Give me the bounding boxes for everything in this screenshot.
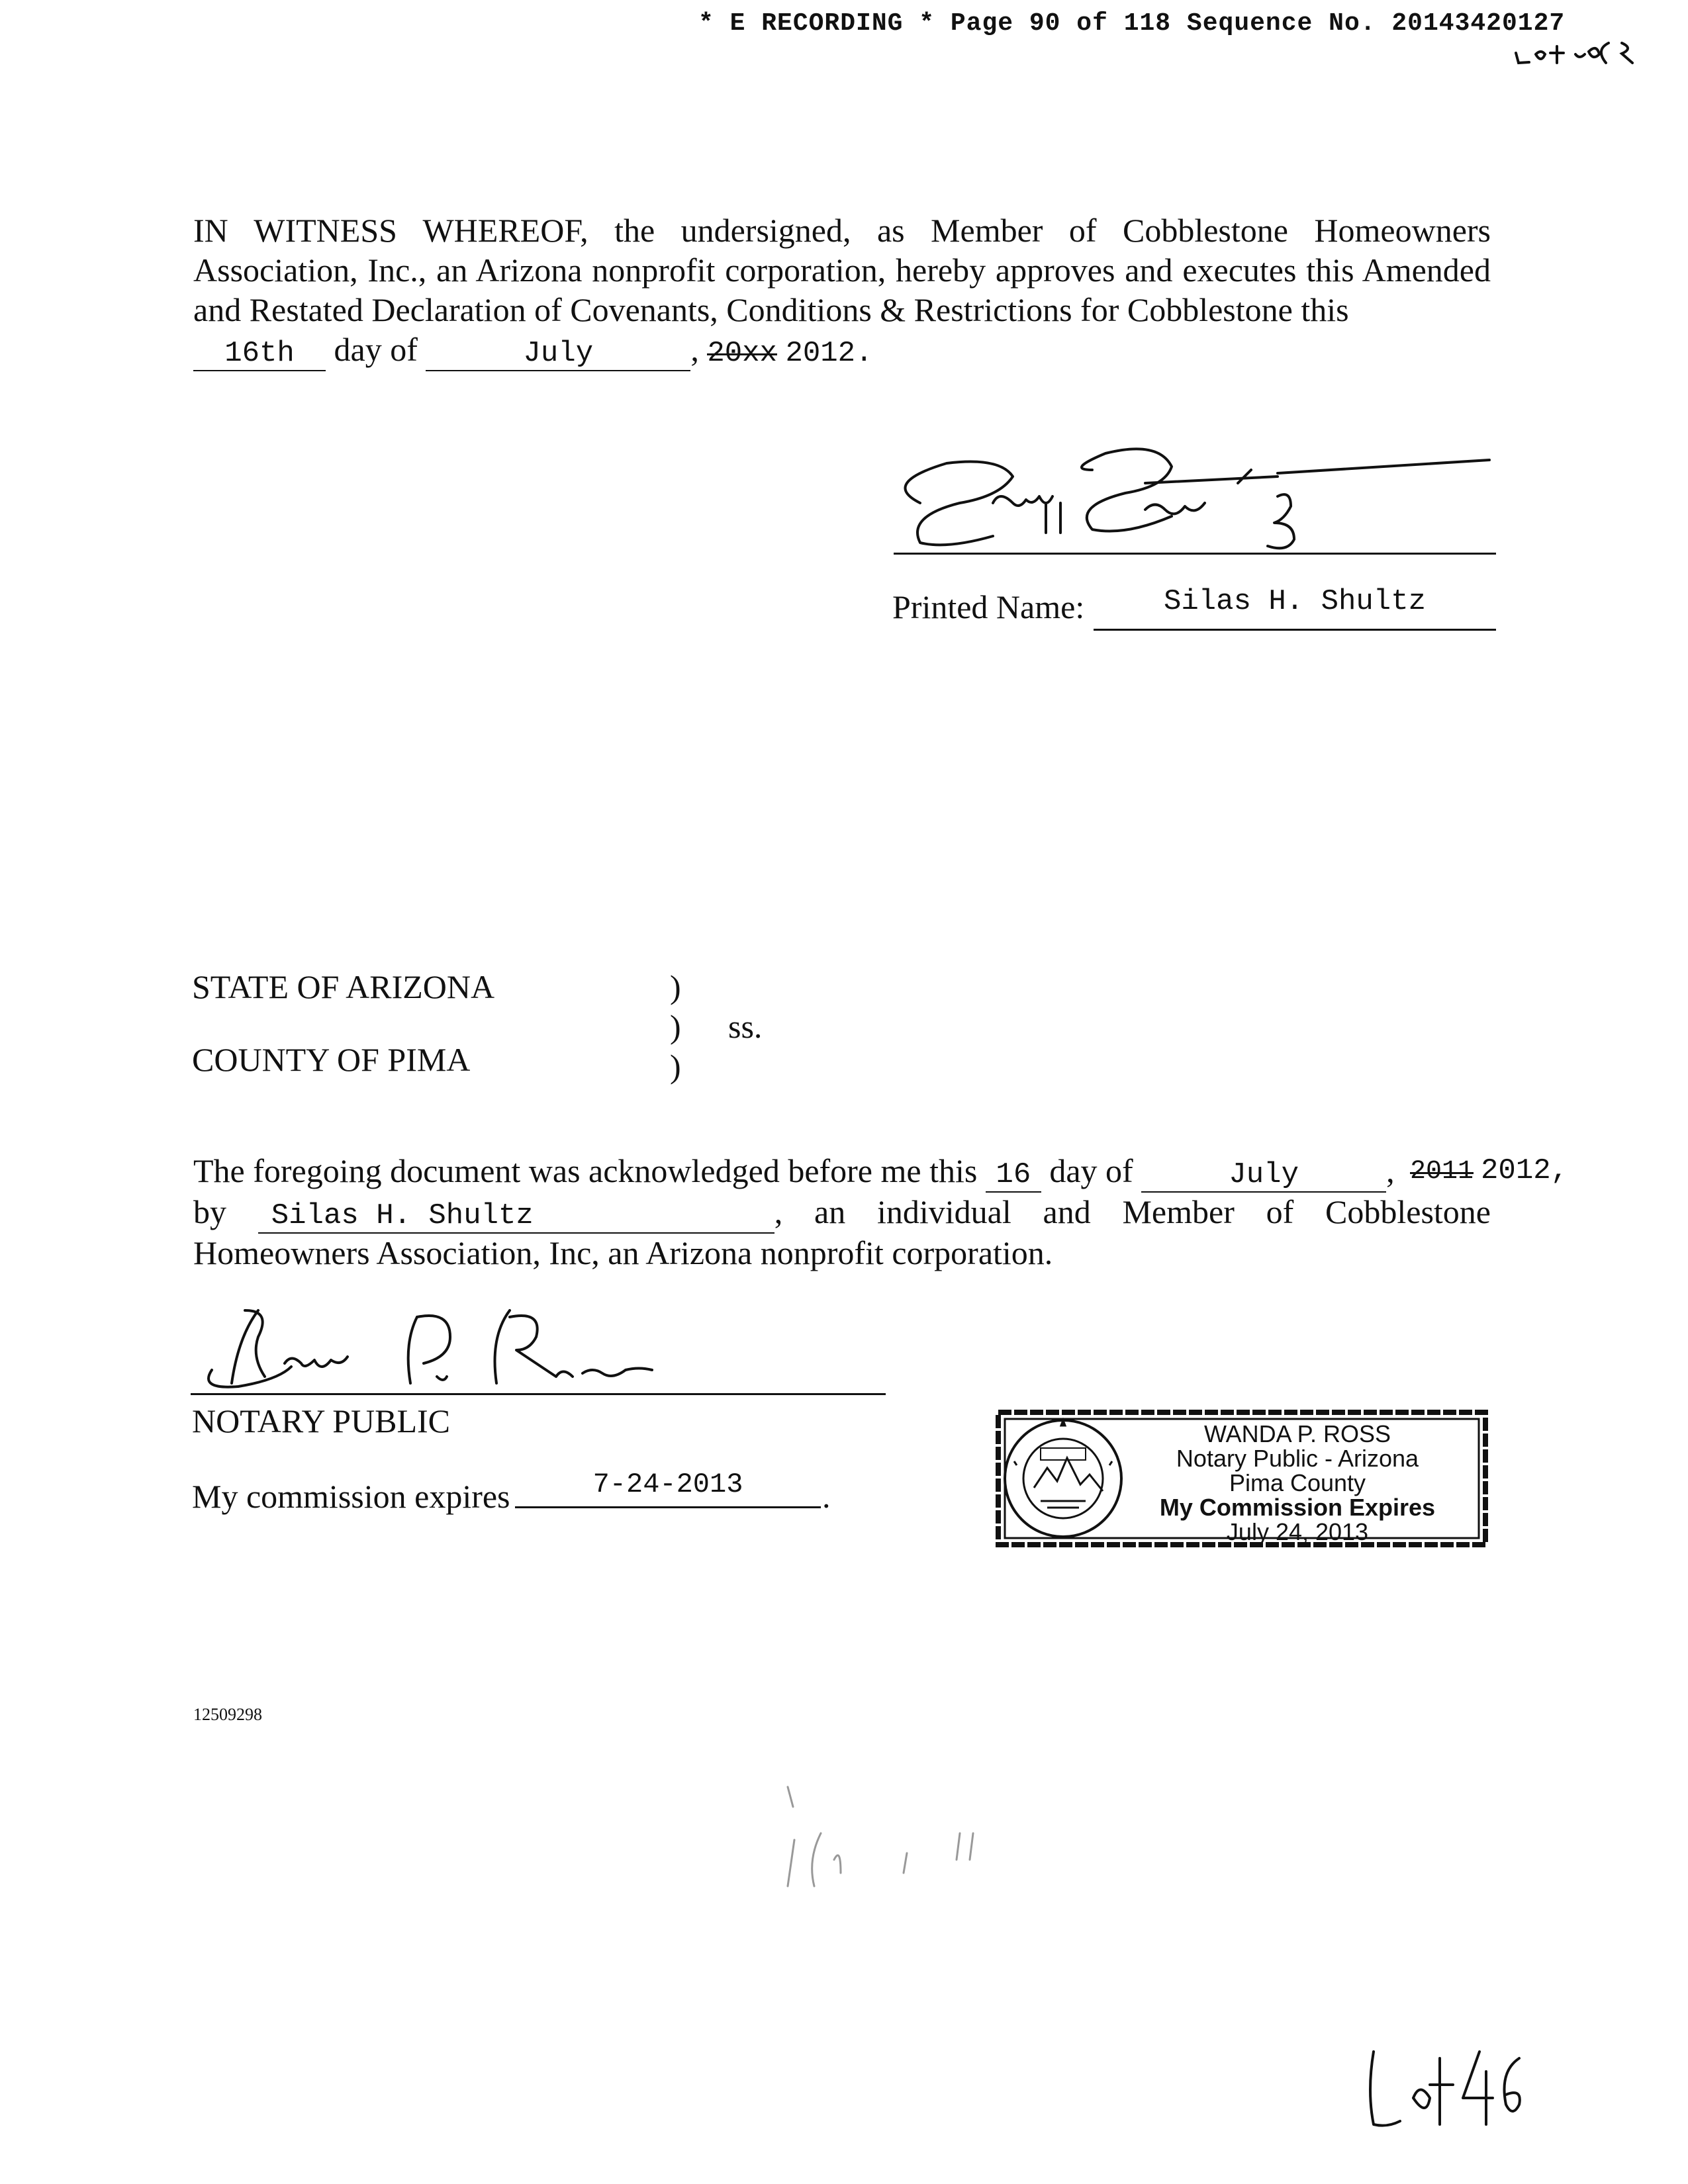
acknowledgment-paragraph: The foregoing document was acknowledged before me this 16 day of July , by Silas H. Shultz , an individual and Member of Cobblestone Homeowners Association, Inc, an Arizona nonprofit corporation.	[193, 1152, 1491, 1271]
witness-month-field: July	[426, 337, 690, 371]
ack-text-end: , an individual and Member of Cobblestone Homeowners Association, Inc, an Arizona nonprofit corporation.	[193, 1193, 1491, 1271]
ack-month-field: July	[1141, 1158, 1386, 1193]
ack-year-struck: 2011	[1410, 1157, 1474, 1187]
ack-day-of: day of	[1049, 1152, 1133, 1189]
ack-text-start: The foregoing document was acknowledged before me this	[193, 1152, 978, 1189]
venue-paren-2: )	[670, 1008, 681, 1045]
member-signature-line	[894, 553, 1496, 555]
member-signature	[880, 443, 1509, 556]
document-id: 12509298	[193, 1705, 262, 1724]
handwritten-lot-note	[1509, 26, 1668, 66]
ack-name-field: Silas H. Shultz	[258, 1199, 774, 1234]
stamp-expires-label: My Commission Expires	[1159, 1494, 1436, 1521]
venue-county: COUNTY OF PIMA	[192, 1041, 471, 1078]
witness-year-struck: 20xx	[707, 334, 777, 373]
stamp-notary-title: Notary Public - Arizona	[1176, 1445, 1419, 1472]
witness-day-of: day of	[334, 331, 418, 368]
witness-day-field: 16th	[193, 337, 326, 371]
venue-paren-3: )	[670, 1048, 681, 1085]
notary-signature-line	[191, 1393, 886, 1395]
commission-period: .	[822, 1478, 831, 1515]
witness-year: 2012.	[785, 337, 873, 370]
faint-pencil-scribble	[774, 1760, 1092, 1893]
state-seal-icon	[1005, 1420, 1121, 1537]
handwritten-lot-number	[1360, 2038, 1532, 2131]
printed-name-label: Printed Name:	[892, 588, 1085, 625]
printed-name-field: Silas H. Shultz	[1094, 585, 1496, 631]
ack-by: by	[193, 1193, 226, 1230]
notary-signature	[199, 1297, 662, 1403]
recording-header: * E RECORDING * Page 90 of 118 Sequence No. 20143420127	[698, 9, 1566, 38]
venue-paren-1: )	[670, 968, 681, 1005]
stamp-expires-date: July 24, 2013	[1226, 1518, 1369, 1545]
ack-day-field: 16	[986, 1158, 1041, 1193]
ack-year	[1410, 1152, 1568, 1187]
notary-public-label: NOTARY PUBLIC	[192, 1402, 451, 1439]
witness-text: IN WITNESS WHEREOF, the undersigned, as Member of Cobblestone Homeowners Association, Inc., an Arizona nonprofit corporation, hereby approves and executes this Amended and Restated Declaration of Covenants, Conditions & Restrictions for Cobblestone this	[193, 212, 1491, 328]
commission-expires-label: My commission expires	[192, 1478, 510, 1515]
stamp-county: Pima County	[1229, 1469, 1366, 1496]
venue-ss: ss.	[728, 1008, 763, 1045]
venue-state: STATE OF ARIZONA	[192, 968, 495, 1005]
witness-paragraph: IN WITNESS WHEREOF, the undersigned, as Member of Cobblestone Homeowners Association, Inc., an Arizona nonprofit corporation, hereby approves and executes this Amended and Restated Declaration of Covenants, Conditions & Restrictions for Cobblestone this 16th day of July , 20xx 2012.	[193, 210, 1491, 373]
stamp-text	[1119, 1422, 1476, 1544]
ack-year-value: 2012,	[1481, 1154, 1569, 1187]
stamp-notary-name: WANDA P. ROSS	[1203, 1420, 1391, 1447]
commission-expires-field: 7-24-2013	[515, 1468, 821, 1508]
